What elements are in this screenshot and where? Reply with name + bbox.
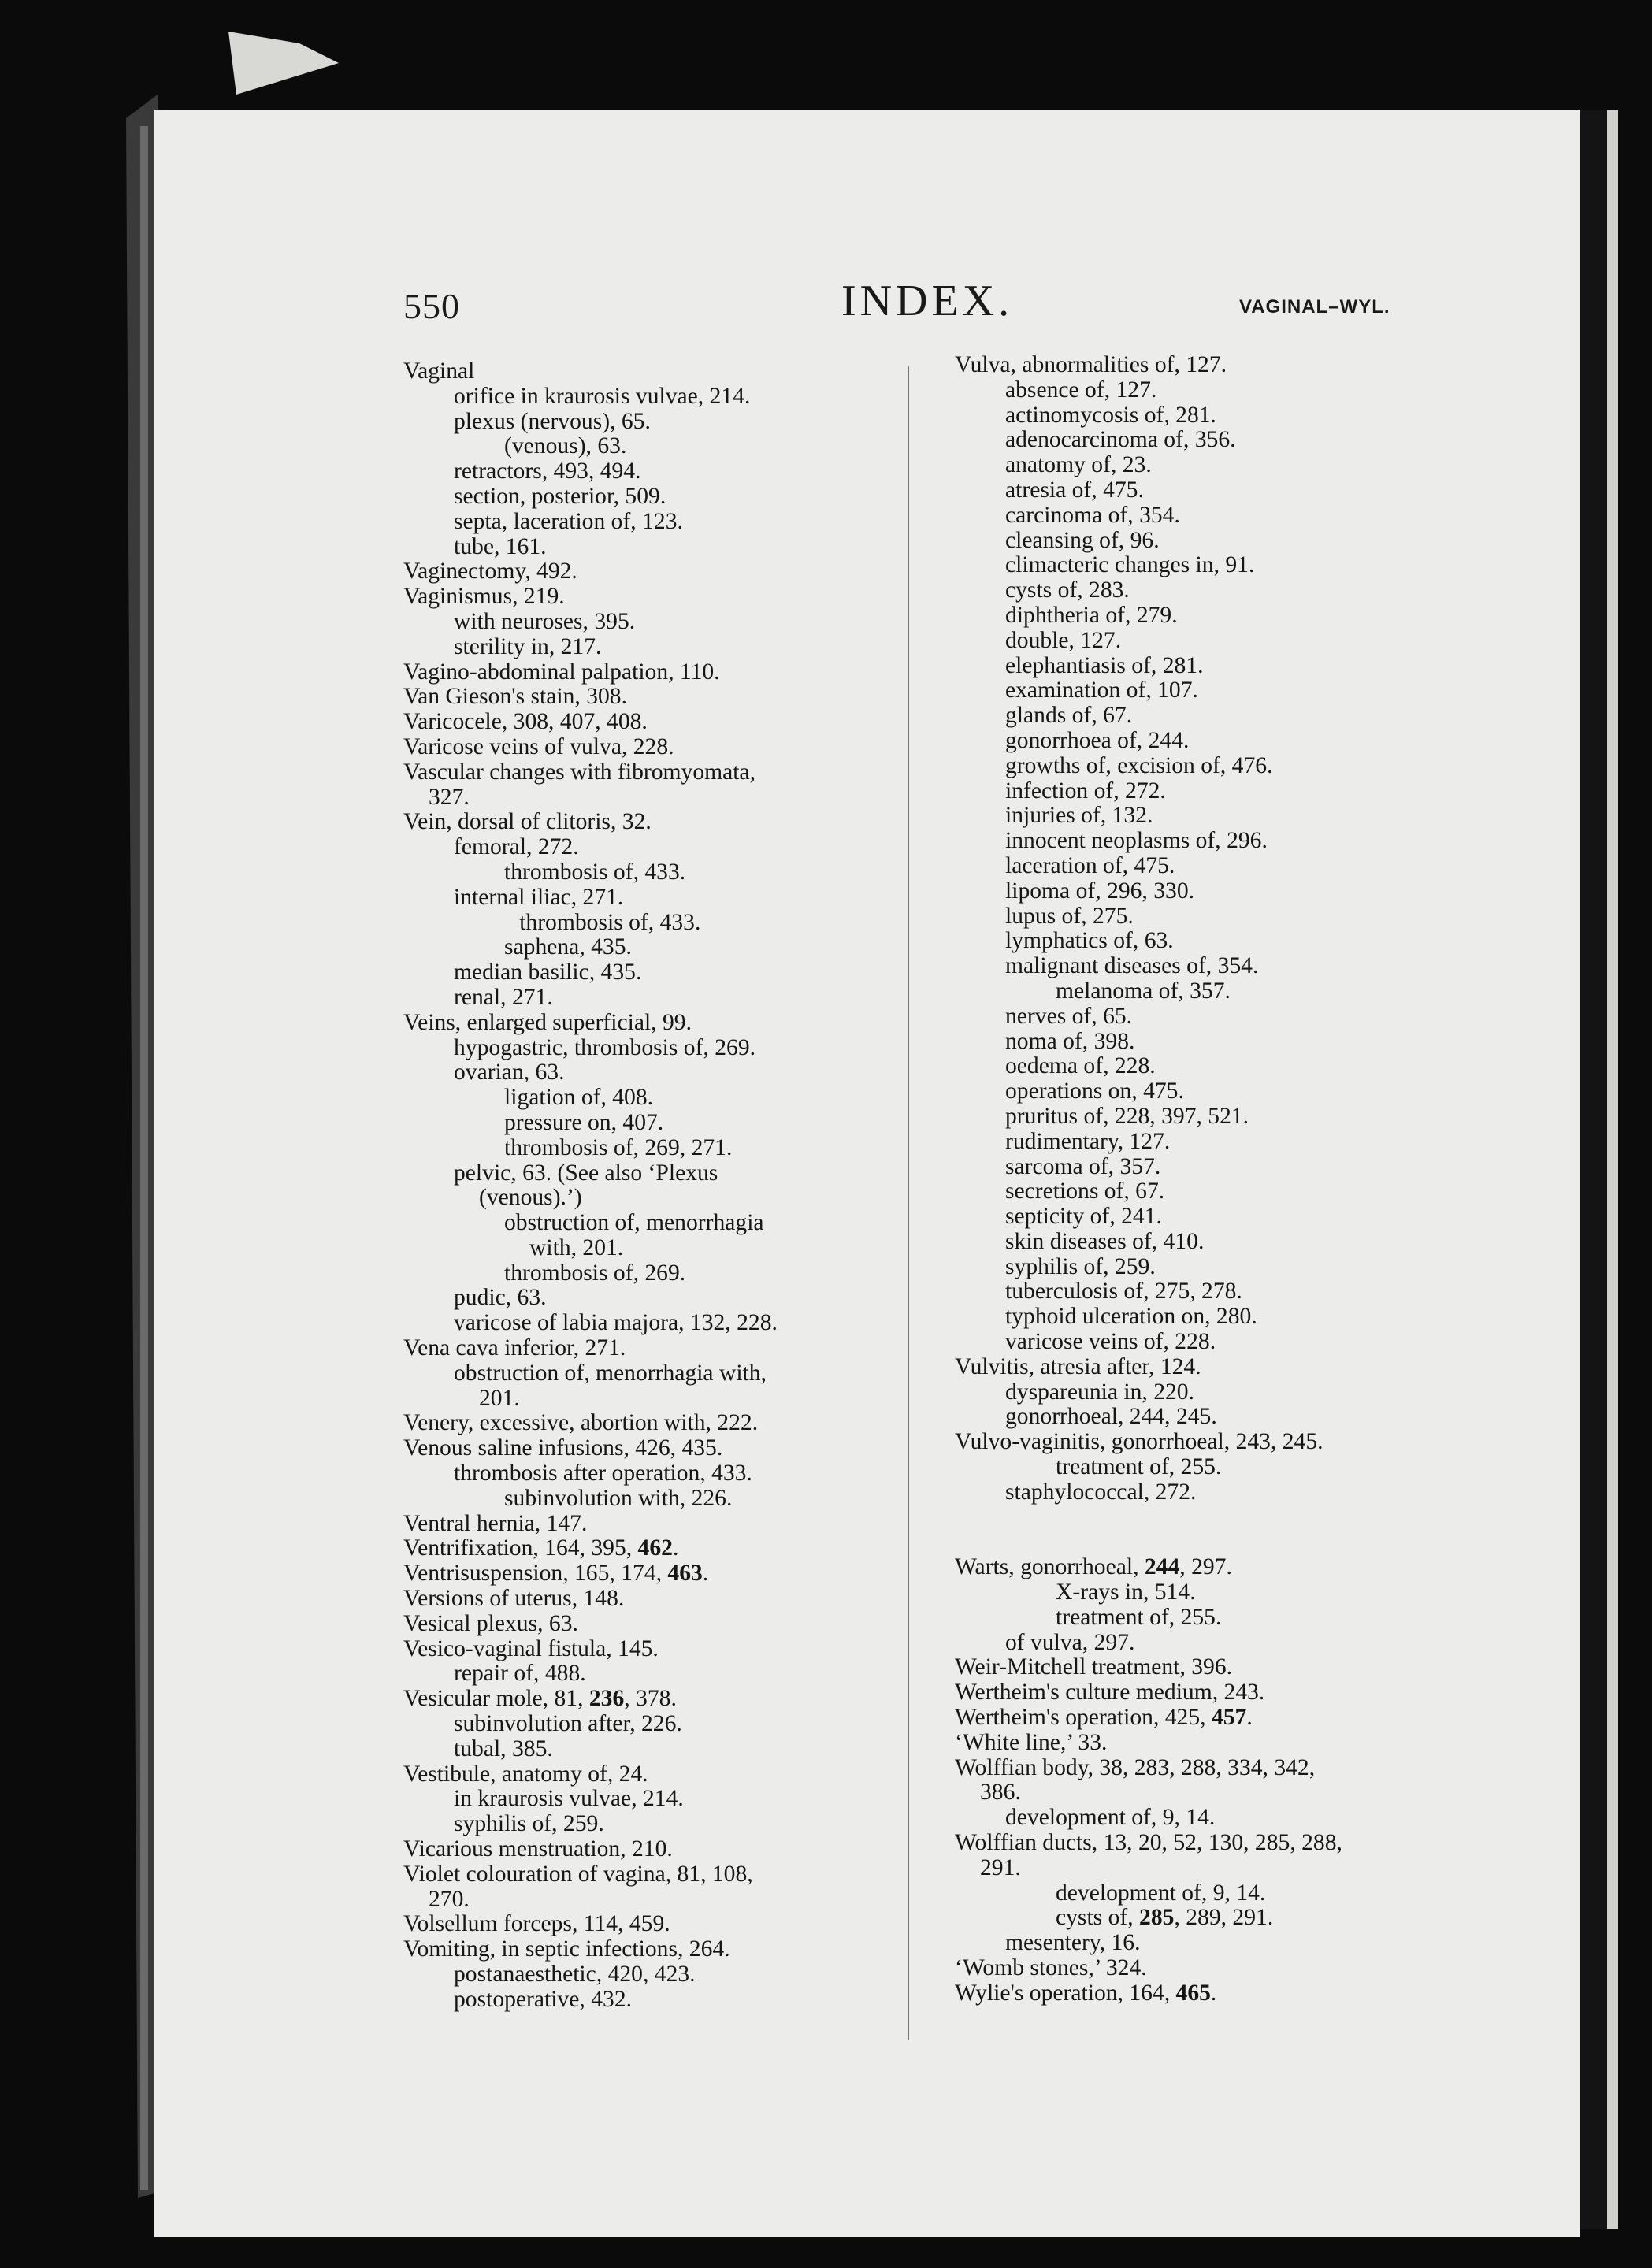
index-subentry: retractors, 493, 494.: [454, 458, 641, 484]
index-entry: Ventrifixation, 164, 395, 462.: [403, 1535, 679, 1561]
index-entry: Vesical plexus, 63.: [403, 1610, 578, 1636]
index-subentry: syphilis of, 259.: [1005, 1253, 1156, 1279]
index-subentry: tube, 161.: [454, 533, 547, 559]
index-entry: Wylie's operation, 164, 465.: [955, 1980, 1217, 2006]
index-entry: Vestibule, anatomy of, 24.: [403, 1761, 648, 1787]
index-entry: Violet colouration of vagina, 81, 108,: [403, 1861, 753, 1887]
index-subentry: subinvolution with, 226.: [504, 1485, 733, 1511]
index-entry: Van Gieson's stain, 308.: [403, 684, 627, 710]
index-entry: Vicarious menstruation, 210.: [403, 1836, 673, 1862]
index-subentry: oedema of, 228.: [1005, 1053, 1156, 1079]
index-entry: Venous saline infusions, 426, 435.: [403, 1435, 723, 1461]
index-subentry: growths of, excision of, 476.: [1005, 752, 1273, 778]
index-entry: Vulvitis, atresia after, 124.: [955, 1353, 1201, 1379]
index-subentry: elephantiasis of, 281.: [1005, 652, 1204, 678]
index-subentry: 291.: [980, 1854, 1021, 1880]
bold-page-reference: 462: [637, 1535, 673, 1561]
book-spine-line: [140, 126, 148, 2190]
index-column-right: [955, 353, 1443, 2006]
index-subentry: sterility in, 217.: [454, 633, 602, 659]
column-divider: [908, 366, 909, 2040]
page-title: INDEX.: [841, 277, 1014, 325]
index-subentry: noma of, 398.: [1005, 1028, 1135, 1054]
index-entry: Wolffian body, 38, 283, 288, 334, 342,: [955, 1754, 1316, 1780]
index-subentry: septicity of, 241.: [1005, 1204, 1162, 1230]
index-subentry: saphena, 435.: [504, 934, 632, 960]
index-subentry: tubal, 385.: [454, 1735, 553, 1761]
index-subentry: pruritus of, 228, 397, 521.: [1005, 1103, 1249, 1129]
index-entry: Vagino-abdominal palpation, 110.: [403, 659, 720, 685]
index-entry: Vaginal: [403, 358, 475, 384]
index-subentry: typhoid ulceration on, 280.: [1005, 1304, 1257, 1330]
index-subentry: infection of, 272.: [1005, 778, 1166, 804]
index-subentry: atresia of, 475.: [1005, 477, 1144, 503]
index-entry: ‘Womb stones,’ 324.: [955, 1955, 1147, 1980]
index-subentry: cysts of, 285, 289, 291.: [1056, 1905, 1274, 1931]
index-subentry: laceration of, 475.: [1005, 852, 1175, 878]
index-entry: Vascular changes with fibromyomata,: [403, 759, 756, 785]
index-subentry: 386.: [980, 1780, 1021, 1806]
index-subentry: development of, 9, 14.: [1005, 1805, 1216, 1831]
index-entry: Vein, dorsal of clitoris, 32.: [403, 809, 652, 835]
index-subentry: dyspareunia in, 220.: [1005, 1379, 1194, 1405]
index-subentry: 201.: [479, 1385, 520, 1411]
index-subentry: renal, 271.: [454, 984, 553, 1010]
index-subentry: orifice in kraurosis vulvae, 214.: [454, 383, 751, 409]
bold-page-reference: 236: [588, 1686, 625, 1712]
index-entry: Wertheim's culture medium, 243.: [955, 1680, 1265, 1706]
section-gap: [955, 1505, 1443, 1556]
index-entry: Vulvo-vaginitis, gonorrhoeal, 243, 245.: [955, 1429, 1323, 1455]
index-subentry: treatment of, 255.: [1056, 1454, 1222, 1480]
index-entry: ‘White line,’ 33.: [955, 1729, 1108, 1755]
bold-page-reference: 463: [667, 1561, 703, 1587]
index-subentry: glands of, 67.: [1005, 703, 1133, 729]
index-subentry: nerves of, 65.: [1005, 1003, 1133, 1029]
index-subentry: ovarian, 63.: [454, 1060, 565, 1086]
index-subentry: tuberculosis of, 275, 278.: [1005, 1279, 1242, 1305]
index-entry: Ventrisuspension, 165, 174, 463.: [403, 1561, 709, 1587]
index-subentry: secretions of, 67.: [1005, 1179, 1165, 1205]
index-subentry: sarcoma of, 357.: [1005, 1153, 1161, 1179]
index-subentry: innocent neoplasms of, 296.: [1005, 828, 1268, 854]
index-subentry: examination of, 107.: [1005, 677, 1198, 703]
index-subentry: melanoma of, 357.: [1056, 978, 1231, 1004]
index-entry: Vesicular mole, 81, 236, 378.: [403, 1686, 677, 1712]
index-subentry: femoral, 272.: [454, 834, 579, 860]
index-subentry: absence of, 127.: [1005, 377, 1157, 403]
index-entry: Ventral hernia, 147.: [403, 1510, 588, 1536]
index-subentry: lymphatics of, 63.: [1005, 928, 1174, 954]
index-subentry: cysts of, 283.: [1005, 577, 1130, 603]
index-entry: Varicocele, 308, 407, 408.: [403, 709, 648, 735]
index-subentry: thrombosis of, 433.: [519, 909, 701, 935]
index-entry: Vaginectomy, 492.: [403, 559, 577, 585]
index-subentry: median basilic, 435.: [454, 960, 642, 986]
index-subentry: injuries of, 132.: [1005, 803, 1153, 829]
index-subentry: obstruction of, menorrhagia: [504, 1210, 764, 1236]
index-range-heading: VAGINAL–WYL.: [1239, 296, 1390, 317]
index-subentry: staphylococcal, 272.: [1005, 1479, 1197, 1505]
index-entry: Versions of uterus, 148.: [403, 1586, 625, 1612]
index-subentry: cleansing of, 96.: [1005, 527, 1160, 553]
index-subentry: operations on, 475.: [1005, 1078, 1184, 1104]
index-entry: Volsellum forceps, 114, 459.: [403, 1911, 670, 1937]
index-subentry: (venous), 63.: [504, 433, 627, 459]
index-entry: Vulva, abnormalities of, 127.: [955, 352, 1227, 377]
index-entry: Vesico-vaginal fistula, 145.: [403, 1635, 659, 1661]
index-subentry: septa, laceration of, 123.: [454, 508, 683, 534]
index-subentry: with neuroses, 395.: [454, 608, 636, 634]
index-subentry: varicose veins of, 228.: [1005, 1329, 1216, 1355]
index-subentry: section, posterior, 509.: [454, 483, 666, 509]
index-entry: Weir-Mitchell treatment, 396.: [955, 1654, 1233, 1680]
index-entry: Vaginismus, 219.: [403, 584, 565, 610]
index-subentry: postoperative, 432.: [454, 1986, 633, 2012]
index-column-left: [403, 359, 892, 2013]
index-subentry: rudimentary, 127.: [1005, 1128, 1171, 1154]
index-subentry: development of, 9, 14.: [1056, 1880, 1266, 1906]
bold-page-reference: 465: [1175, 1980, 1211, 2006]
index-entry: Veins, enlarged superficial, 99.: [403, 1009, 692, 1035]
right-edge-shadow: [1580, 110, 1607, 2229]
index-subentry: lipoma of, 296, 330.: [1005, 878, 1195, 904]
index-subentry: 327.: [429, 784, 470, 810]
index-subentry: gonorrhoea of, 244.: [1005, 727, 1190, 753]
index-subentry: skin diseases of, 410.: [1005, 1228, 1205, 1254]
bold-page-reference: 285: [1139, 1905, 1175, 1931]
index-subentry: adenocarcinoma of, 356.: [1005, 427, 1236, 453]
bold-page-reference: 457: [1211, 1705, 1247, 1731]
index-subentry: 270.: [429, 1886, 470, 1912]
index-subentry: actinomycosis of, 281.: [1005, 402, 1216, 428]
index-subentry: varicose of labia majora, 132, 228.: [454, 1310, 778, 1336]
index-subentry: thrombosis after operation, 433.: [454, 1461, 752, 1487]
page-number: 550: [403, 286, 460, 326]
index-subentry: thrombosis of, 269, 271.: [504, 1134, 733, 1160]
index-subentry: postanaesthetic, 420, 423.: [454, 1962, 696, 1987]
index-entry: Vomiting, in septic infections, 264.: [403, 1936, 730, 1962]
index-subentry: with, 201.: [529, 1234, 624, 1260]
index-subentry: internal iliac, 271.: [454, 884, 624, 910]
index-entry: Warts, gonorrhoeal, 244, 297.: [955, 1554, 1232, 1580]
index-subentry: pudic, 63.: [454, 1285, 547, 1311]
bold-page-reference: 244: [1144, 1554, 1180, 1580]
index-subentry: climacteric changes in, 91.: [1005, 552, 1255, 578]
index-subentry: malignant diseases of, 354.: [1005, 953, 1259, 979]
index-entry: Wertheim's operation, 425, 457.: [955, 1705, 1253, 1731]
index-subentry: in kraurosis vulvae, 214.: [454, 1786, 684, 1812]
index-subentry: gonorrhoeal, 244, 245.: [1005, 1404, 1217, 1430]
index-subentry: thrombosis of, 269.: [504, 1260, 686, 1286]
index-subentry: thrombosis of, 433.: [504, 859, 686, 885]
index-subentry: pelvic, 63. (See also ‘Plexus: [454, 1160, 718, 1186]
right-page-edge: [1607, 110, 1618, 2229]
index-subentry: hypogastric, thrombosis of, 269.: [454, 1034, 756, 1060]
index-entry: Vena cava inferior, 271.: [403, 1335, 626, 1361]
index-subentry: lupus of, 275.: [1005, 903, 1134, 929]
index-entry: Wolffian ducts, 13, 20, 52, 130, 285, 288,: [955, 1830, 1342, 1856]
index-subentry: repair of, 488.: [454, 1661, 586, 1687]
index-subentry: obstruction of, menorrhagia with,: [454, 1360, 767, 1386]
index-subentry: mesentery, 16.: [1005, 1930, 1141, 1956]
index-subentry: of vulva, 297.: [1005, 1629, 1135, 1655]
index-entry: Varicose veins of vulva, 228.: [403, 733, 674, 759]
index-subentry: anatomy of, 23.: [1005, 452, 1152, 478]
index-subentry: plexus (nervous), 65.: [454, 408, 651, 434]
index-entry: Venery, excessive, abortion with, 222.: [403, 1410, 759, 1436]
index-subentry: ligation of, 408.: [504, 1085, 654, 1111]
index-subentry: double, 127.: [1005, 627, 1122, 653]
index-subentry: carcinoma of, 354.: [1005, 502, 1180, 528]
index-subentry: subinvolution after, 226.: [454, 1711, 682, 1737]
index-subentry: (venous).’): [479, 1185, 582, 1211]
index-subentry: pressure on, 407.: [504, 1109, 664, 1135]
index-subentry: syphilis of, 259.: [454, 1811, 604, 1837]
index-subentry: treatment of, 255.: [1056, 1604, 1222, 1630]
index-subentry: X-rays in, 514.: [1056, 1579, 1196, 1605]
index-subentry: diphtheria of, 279.: [1005, 602, 1178, 628]
